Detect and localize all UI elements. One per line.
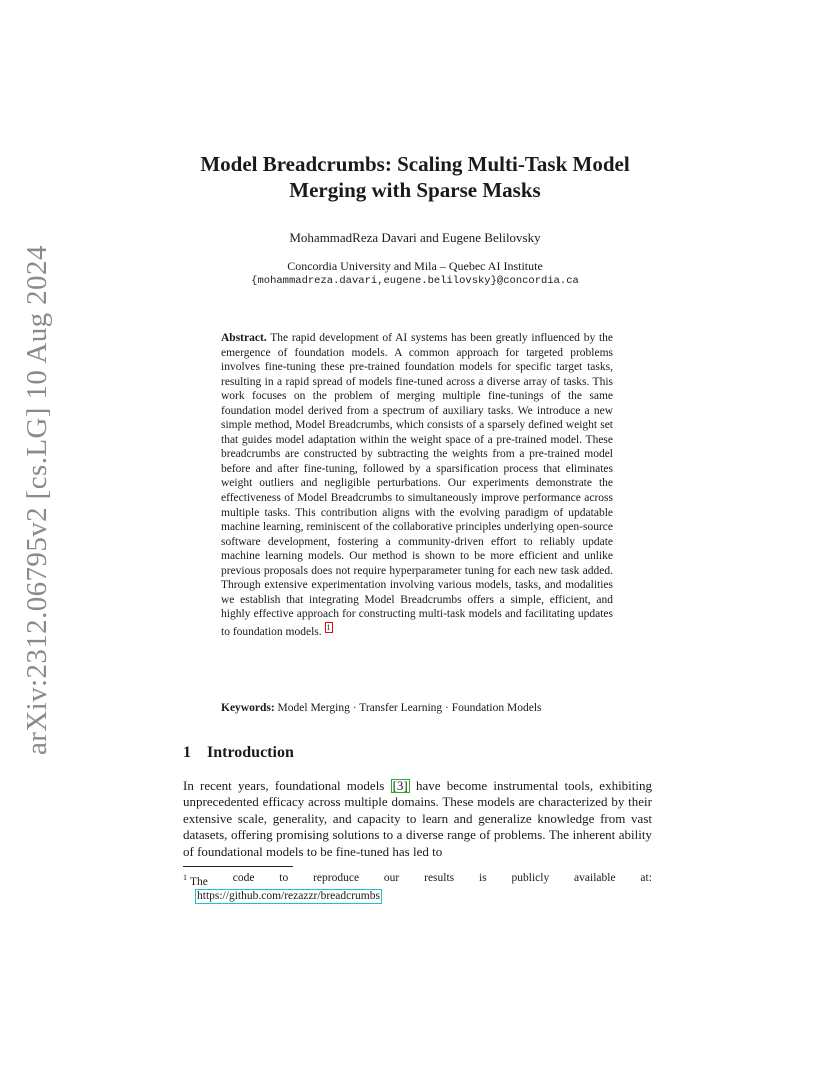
intro-paragraph bbox=[183, 778, 652, 860]
footnote-word: available bbox=[574, 872, 616, 884]
intro-text-rest: have become instrumental tools, exhibiting unprecedented efficacy across multiple domains. These models are characterized by their extensive scale, generality, and capacity to learn and generalize knowledge from vast datasets, offering promising solutions to a diverse range of problems. The inherent ability of foundational models to be fine-tuned has led to bbox=[183, 778, 653, 859]
citation-link[interactable]: [3] bbox=[392, 778, 408, 793]
footnote-line bbox=[183, 871, 652, 889]
section-number: 1 bbox=[183, 744, 191, 761]
github-repo-link[interactable]: https://github.com/rezazzr/breadcrumbs bbox=[197, 890, 380, 903]
abstract bbox=[221, 331, 613, 639]
footnote-word: reproduce bbox=[313, 872, 360, 884]
footnote-mark: 1 bbox=[183, 873, 187, 882]
keywords-text: Model Merging · Transfer Learning · Foundation Models bbox=[277, 702, 542, 714]
intro-text-start: In recent years, foundational models bbox=[183, 778, 385, 793]
footnote-word: The bbox=[190, 875, 208, 888]
affiliation: Concordia University and Mila – Quebec AI Institute bbox=[287, 259, 543, 273]
abstract-text: The rapid development of AI systems has been greatly influenced by the emergence of foundation models. A common approach for targeted problems involves fine-tuning these pre-trained foundation models for specific target tasks, resulting in a rapid spread of models fine-tuned across a diverse array of tasks. This work focuses on the problem of merging multiple fine-tunings of the same foundation model derived from a spectrum of auxiliary tasks. We introduce a new simple method, Model Breadcrumbs, which consists of a sparsely defined weight set that guides model adaptation within the weight space of a pre-trained model. These breadcrumbs are constructed by subtracting the weights from a pre-trained model before and after fine-tuning, followed by a sparsification process that eliminates weight outliers and negligible perturbations. Our experiments demonstrate the effectiveness of Model Breadcrumbs to simultaneously improve performance across multiple tasks. This contribution aligns with the evolving paradigm of updatable machine learning, reminiscent of the collaborative principles underlying open-source software development, fostering a community-driven effort to reliably update machine learning models. Our method is shown to be more efficient and unlike previous proposals does not require hyperparameter tuning for each new task added. Through extensive experimentation involving various models, tasks, and modalities we establish that integrating Model Breadcrumbs offers a simple, efficient, and highly effective approach for constructing multi-task models and facilitating updates to foundation models. bbox=[221, 332, 613, 638]
footnote-divider bbox=[183, 866, 293, 867]
footnote-word: code bbox=[232, 872, 255, 884]
abstract-label: Abstract. bbox=[221, 332, 267, 344]
footnote-word: results bbox=[424, 872, 455, 884]
keywords-label: Keywords: bbox=[221, 702, 275, 714]
footnote-reference-link[interactable]: 1 bbox=[326, 622, 331, 632]
paper-title: Model Breadcrumbs: Scaling Multi-Task Model Merging with Sparse Masks bbox=[200, 152, 630, 202]
section-title: Introduction bbox=[207, 744, 294, 761]
footnote-word: is bbox=[478, 872, 487, 884]
footnote-word: to bbox=[279, 872, 289, 884]
author-emails: {mohammadreza.davari,eugene.belilovsky}@concordia.ca bbox=[251, 275, 579, 287]
footnote-word: publicly bbox=[511, 872, 550, 884]
affiliation-block bbox=[160, 259, 670, 289]
arxiv-identifier-stamp: arXiv:2312.06795v2 [cs.LG] 10 Aug 2024 bbox=[21, 245, 53, 755]
footnote-word: our bbox=[383, 872, 400, 884]
section-heading bbox=[183, 744, 294, 762]
authors: MohammadReza Davari and Eugene Belilovsky bbox=[289, 230, 541, 245]
keywords bbox=[221, 702, 621, 714]
footnote bbox=[183, 871, 652, 904]
footnote-word: at: bbox=[640, 872, 652, 884]
footnote-first-word bbox=[183, 871, 208, 889]
